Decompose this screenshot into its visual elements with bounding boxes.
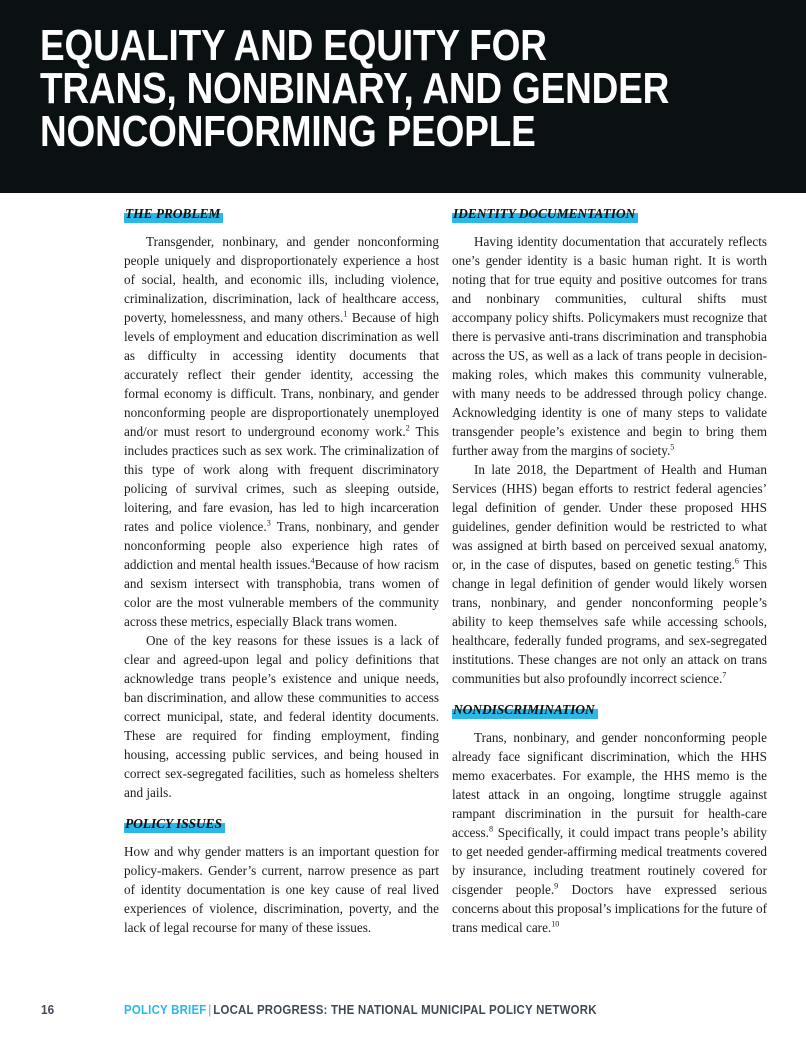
page-number: 16 bbox=[41, 1002, 55, 1017]
footnote-ref[interactable]: 8 bbox=[488, 824, 494, 834]
footnote-ref[interactable]: 4 bbox=[310, 556, 315, 566]
footer-separator: | bbox=[208, 1002, 212, 1017]
paragraph-text: Because of high levels of employment and education discrimination as well as difficulty in accessing identity documents that accurately reflect their gender identity, accessing the formal economy is difficult. Trans, nonbinary, and gender nonconforming people are disproportionately unemployed and/or must resort to underground economy work. bbox=[124, 310, 439, 439]
section-heading-the-problem bbox=[124, 206, 223, 223]
paragraph-text: Because of how racism and sexism intersect with transphobia, trans women of color are the most vulnerable members of the community across these metrics, especially Black trans women. bbox=[124, 557, 439, 629]
paragraph-text: Trans, nonbinary, and gender nonconforming people also experience high rates of addiction and mental health issues. bbox=[124, 519, 439, 572]
page-title-line-3: NONCONFORMING PEOPLE bbox=[40, 107, 536, 156]
paragraph-text: One of the key reasons for these issues is a lack of clear and agreed-upon legal and policy definitions that acknowledge trans people’s existence and unique needs, ban discrimination, and allow these communities to access correct municipal, state, and federal identity documents. These are required for finding employment, finding housing, accessing public services, and being housed in correct sex-segregated facilities, such as homeless shelters and jails. bbox=[124, 633, 439, 800]
page-title bbox=[40, 21, 670, 156]
right-column bbox=[452, 205, 767, 937]
page-footer bbox=[0, 1000, 806, 1024]
footnote-ref[interactable]: 10 bbox=[551, 919, 560, 929]
paragraph-text: Transgender, nonbinary, and gender nonconforming people uniquely and disproportionately experience a host of social, health, and economic ills, including violence, criminalization, discrimination, lack of healthcare access, poverty, homelessness, and many others. bbox=[124, 234, 439, 325]
section-heading-identity-documentation bbox=[452, 206, 638, 223]
footnote-ref[interactable]: 9 bbox=[554, 881, 559, 891]
paragraph bbox=[124, 631, 439, 802]
page-title-line-2: TRANS, NONBINARY, AND GENDER bbox=[40, 64, 670, 113]
page-title-line-1: EQUALITY AND EQUITY FOR bbox=[40, 21, 547, 70]
footnote-ref[interactable]: 6 bbox=[734, 556, 740, 566]
footer-publication: LOCAL PROGRESS: THE NATIONAL MUNICIPAL POLICY NETWORK bbox=[213, 1002, 597, 1017]
footnote-ref[interactable]: 1 bbox=[343, 309, 348, 319]
paragraph bbox=[124, 842, 439, 937]
paragraph-text: Doctors have expressed serious concerns about this proposal’s implications for the future of trans medical care. bbox=[452, 882, 767, 935]
paragraph-text: Trans, nonbinary, and gender nonconforming people already face significant discrimination, which the HHS memo exacerbates. For example, the HHS memo is the latest attack in an ongoing, longtime struggle against rampant discrimination in the pursuit for health-care access. bbox=[452, 730, 767, 840]
paragraph-text: How and why gender matters is an important question for policy-makers. Gender’s current, narrow presence as part of identity documentation is one key cause of real lived experiences of violence, discrimination, poverty, and the lack of legal recourse for many of these issues. bbox=[124, 844, 439, 935]
section-heading-label: IDENTITY DOCUMENTATION bbox=[453, 206, 636, 221]
footnote-ref[interactable]: 2 bbox=[405, 423, 410, 433]
paragraph bbox=[124, 232, 439, 631]
paragraph bbox=[452, 460, 767, 688]
footer-publication-line bbox=[124, 1002, 597, 1017]
footer-brand: POLICY BRIEF bbox=[124, 1002, 207, 1017]
paragraph-text: This change in legal definition of gender would likely worsen trans, nonbinary, and gender nonconforming people’s ability to keep themselves safe while accessing schools, healthcare, federally funded programs, and sex-segregated institutions. These changes are not only an attack on trans communities but also profoundly incorrect science. bbox=[452, 557, 767, 686]
paragraph-text: This includes practices such as sex work. The criminalization of this type of work along with frequent discriminatory policing of survival crimes, such as sleeping outside, loitering, and fare evasion, has led to high incarceration rates and police violence. bbox=[124, 424, 439, 534]
section-heading-policy-issues bbox=[124, 816, 225, 833]
paragraph bbox=[452, 728, 767, 937]
paragraph-text: In late 2018, the Department of Health and Human Services (HHS) began efforts to restrict federal agencies’ legal definition of gender. Under these proposed HHS guidelines, gender definition would be restricted to what was assigned at birth based on perceived sexual anatomy, or, in the case of disputes, based on genetic testing. bbox=[452, 462, 767, 572]
section-heading-label: NONDISCRIMINATION bbox=[453, 702, 595, 717]
header-band bbox=[0, 0, 806, 193]
paragraph-text: Having identity documentation that accurately reflects one’s gender identity is a basic human right. It is worth noting that for true equity and positive outcomes for trans and nonbinary communities, cultural shifts must accompany policy shifts. Policymakers must recognize that there is pervasive anti-trans discrimination and transphobia across the US, as well as a lack of trans people in decision-making roles, which makes this community vulnerable, with many needs to be addressed through policy change. Acknowledging identity is one of many steps to validate transgender people’s existence and begin to bring them further away from the margins of society. bbox=[452, 234, 767, 458]
section-heading-label: THE PROBLEM bbox=[125, 206, 221, 221]
paragraph-text: Specifically, it could impact trans people’s ability to get needed gender-affirming medical treatments covered by insurance, including treatment routinely covered for cisgender people. bbox=[452, 825, 767, 897]
section-heading-label: POLICY ISSUES bbox=[125, 816, 222, 831]
footnote-ref[interactable]: 3 bbox=[266, 518, 271, 528]
section-heading-nondiscrimination bbox=[452, 702, 598, 719]
left-column bbox=[124, 205, 439, 937]
footnote-ref[interactable]: 5 bbox=[670, 442, 675, 452]
footnote-ref[interactable]: 7 bbox=[722, 670, 727, 680]
paragraph bbox=[452, 232, 767, 460]
